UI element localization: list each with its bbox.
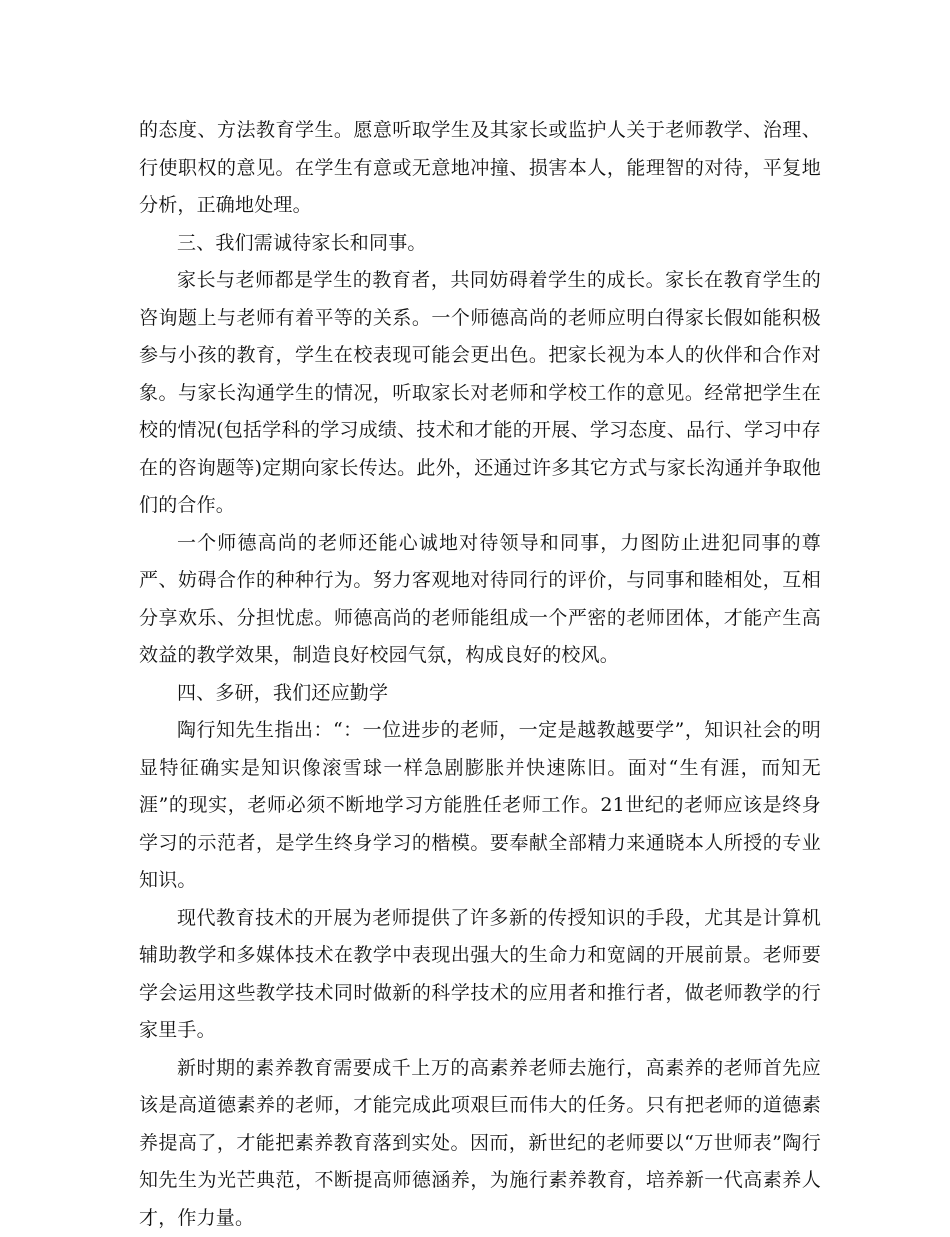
- section-heading-3: 三、我们需诚待家长和同事。: [139, 225, 821, 263]
- paragraph-quality-education: 新时期的素养教育需要成千上万的高素养老师去施行，高素养的老师首先应该是高道德素养的老师，才能完成此项艰巨而伟大的任务。只有把老师的道德素养提高了，才能把素养教育落到实处。因而，新世纪的老师要以“万世师表”陶行知先生为光芒典范，不断提高师德涵养，为施行素养教育，培养新一代高素养人才，作力量。: [139, 1050, 821, 1237]
- paragraph-colleagues: 一个师德高尚的老师还能心诚地对待领导和同事，力图防止进犯同事的尊严、妨碍合作的种种行为。努力客观地对待同行的评价，与同事和睦相处，互相分享欢乐、分担忧虑。师德高尚的老师能组成一个严密的老师团体，才能产生高效益的教学效果，制造良好校园气氛，构成良好的校风。: [139, 525, 821, 675]
- paragraph-continuation: 的态度、方法教育学生。愿意听取学生及其家长或监护人关于老师教学、治理、行使职权的意见。在学生有意或无意地冲撞、损害本人，能理智的对待，平复地分析，正确地处理。: [139, 112, 821, 225]
- document-page: [139, 112, 821, 1237]
- paragraph-education-technology: 现代教育技术的开展为老师提供了许多新的传授知识的手段，尤其是计算机辅助教学和多媒体技术在教学中表现出强大的生命力和宽阔的开展前景。老师要学会运用这些教学技术同时做新的科学技术的应用者和推行者，做老师教学的行家里手。: [139, 900, 821, 1050]
- paragraph-tao-xingzhi: 陶行知先生指出：“：一位进步的老师，一定是越教越要学”，知识社会的明显特征确实是知识像滚雪球一样急剧膨胀并快速陈旧。面对“生有涯，而知无涯”的现实，老师必须不断地学习方能胜任老师工作。21世纪的老师应该是终身学习的示范者，是学生终身学习的楷模。要奉献全部精力来通晓本人所授的专业知识。: [139, 712, 821, 900]
- paragraph-parents: 家长与老师都是学生的教育者，共同妨碍着学生的成长。家长在教育学生的咨询题上与老师有着平等的关系。一个师德高尚的老师应明白得家长假如能积极参与小孩的教育，学生在校表现可能会更出色。把家长视为本人的伙伴和合作对象。与家长沟通学生的情况，听取家长对老师和学校工作的意见。经常把学生在校的情况(包括学科的学习成绩、技术和才能的开展、学习态度、品行、学习中存在的咨询题等)定期向家长传达。此外，还通过许多其它方式与家长沟通并争取他们的合作。: [139, 262, 821, 525]
- section-heading-4: 四、多研，我们还应勤学: [139, 675, 821, 713]
